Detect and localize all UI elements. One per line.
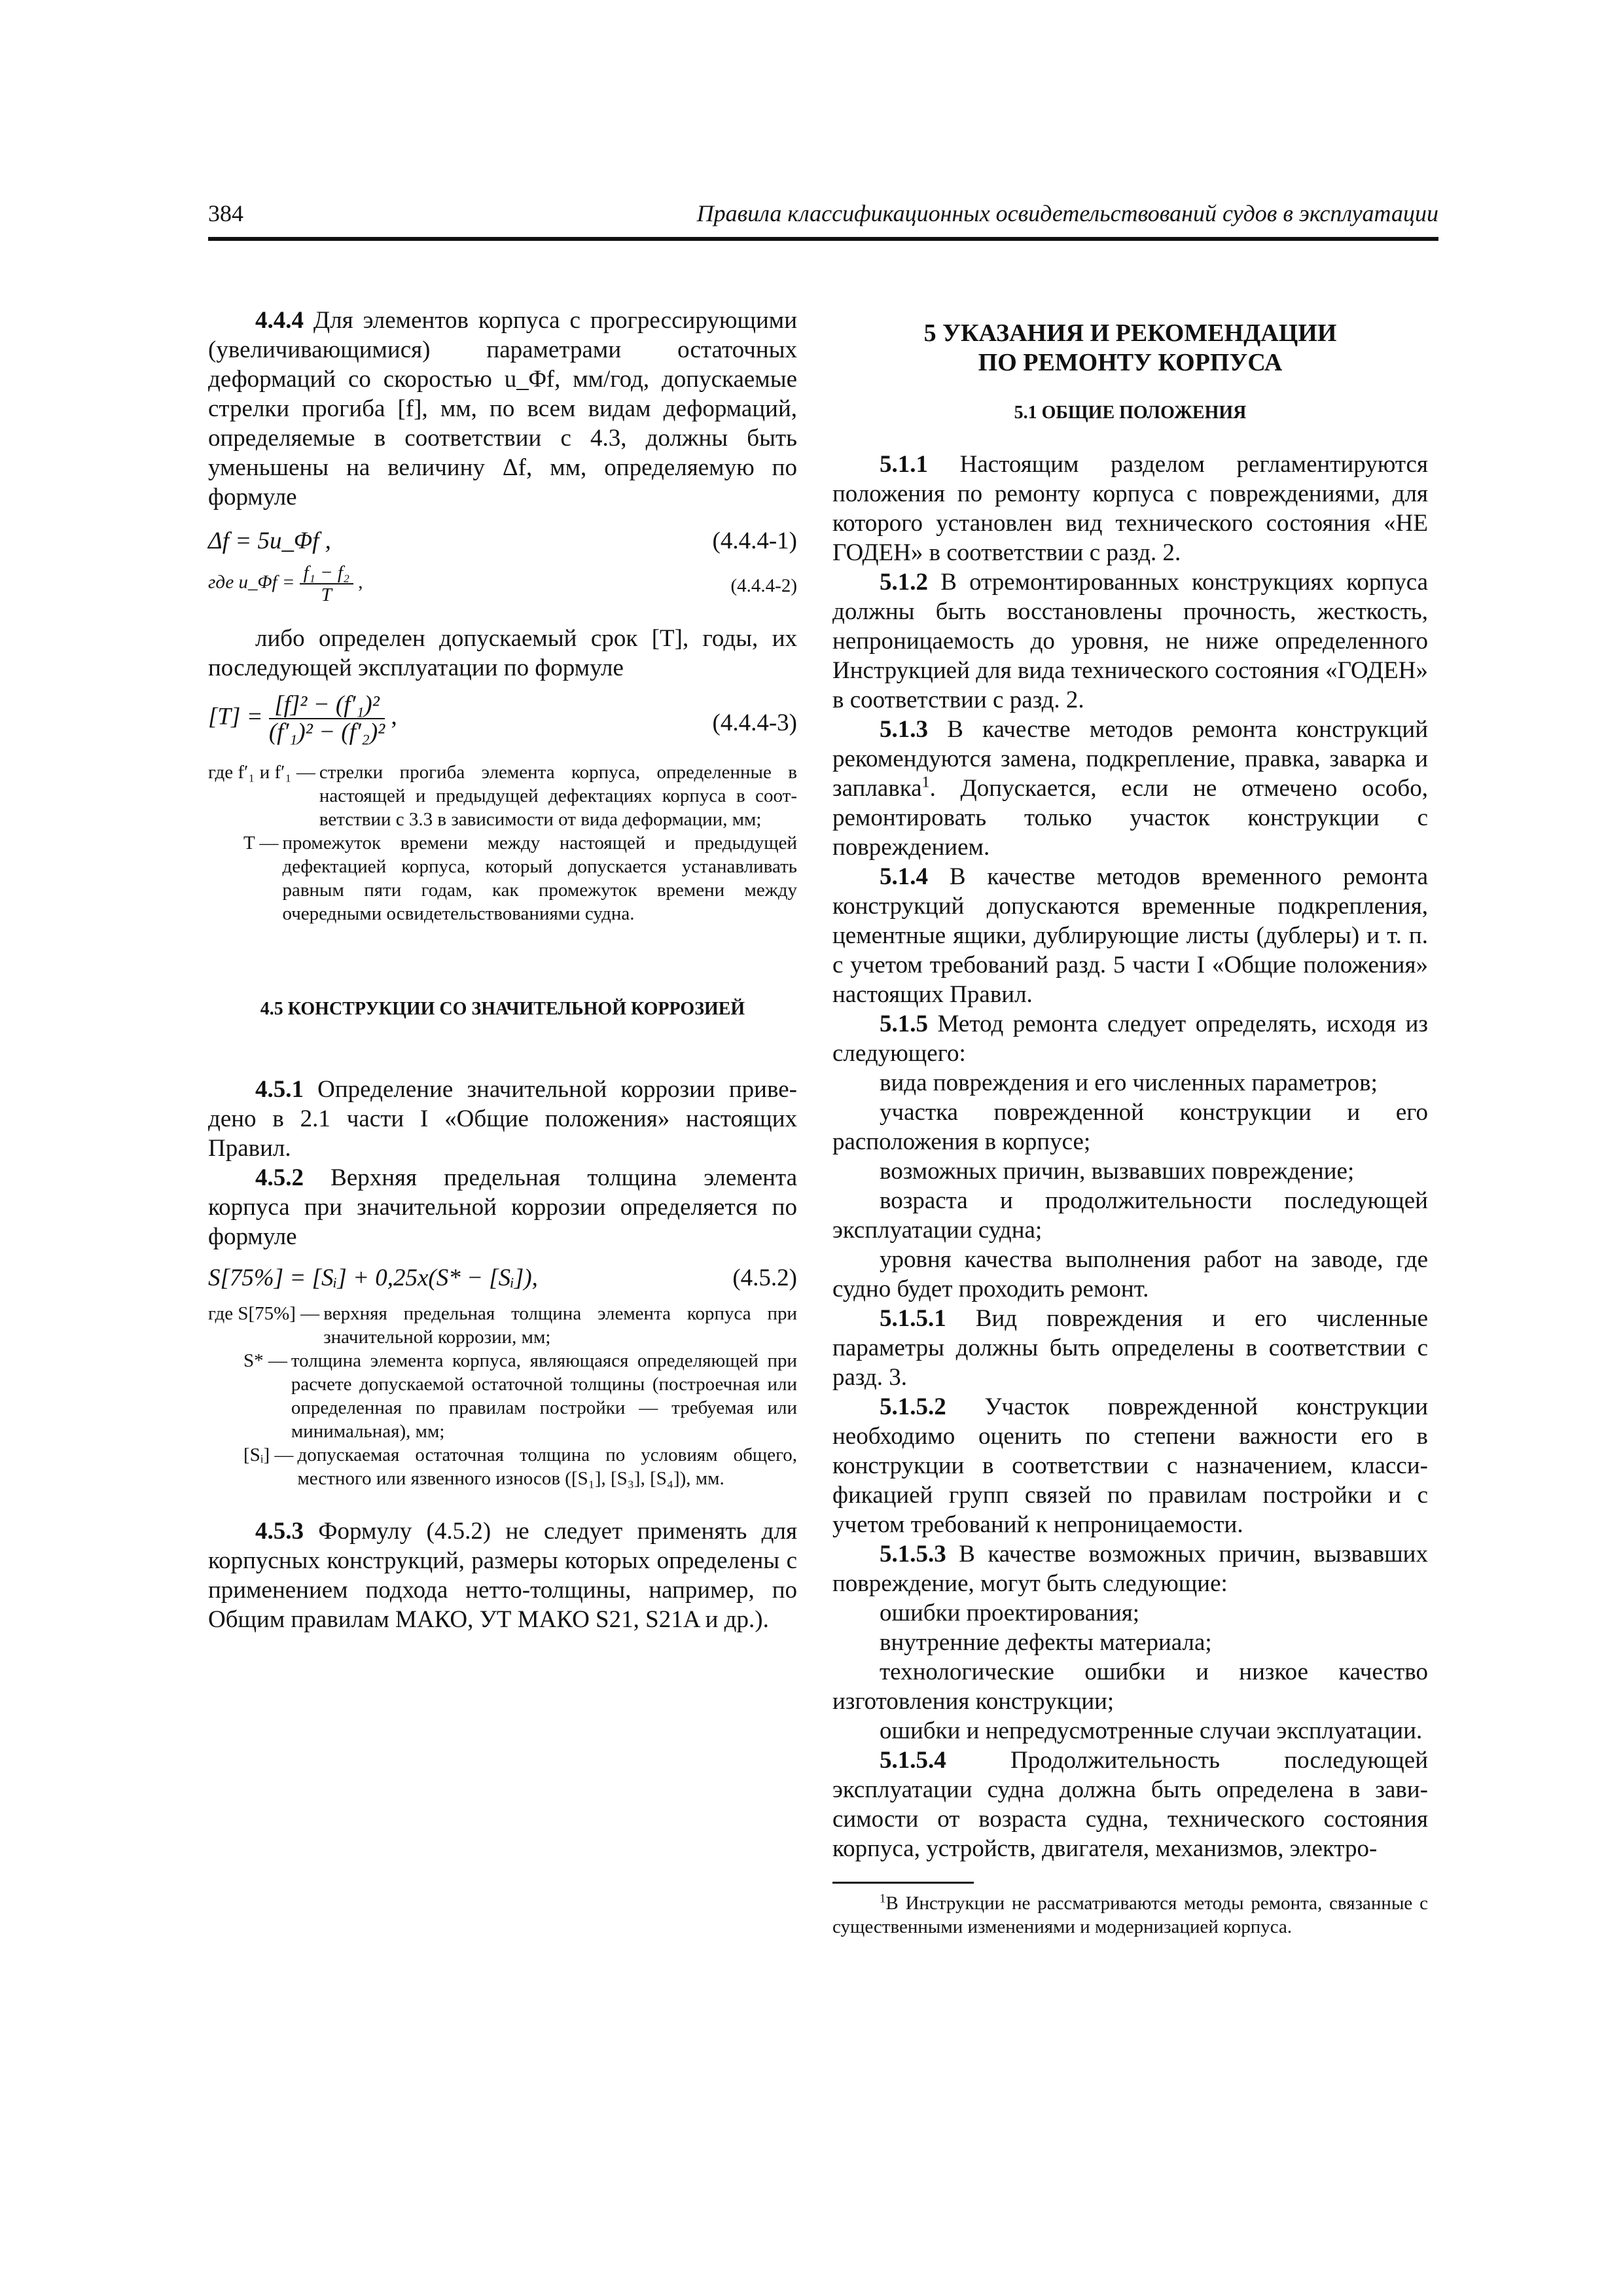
fraction-denominator: T <box>321 584 332 605</box>
list-item: технологические ошибки и низкое качество изготовления конструкции; <box>832 1659 1428 1715</box>
definition-row <box>208 831 797 925</box>
clause-number: 4.5.2 <box>255 1164 304 1191</box>
list-item: уровня качества выполнения работ на заводе, где судно будет проходить ремонт. <box>832 1246 1428 1302</box>
clause-number: 5.1.3 <box>880 716 928 743</box>
paragraph-5-1-3 <box>832 715 1428 862</box>
list-item: участка поврежденной конструкции и его расположения в корпусе; <box>832 1099 1428 1155</box>
footnote-marker: 1 <box>880 1892 886 1906</box>
formula-number: (4.4.4-1) <box>712 528 797 554</box>
definitions-list-2 <box>208 1302 797 1490</box>
paragraph-5-1-5-3 <box>832 1539 1428 1598</box>
list-item: возраста и продолжительности последующей эксплуатации судна; <box>832 1187 1428 1244</box>
clause-number: 5.1.5 <box>880 1011 928 1037</box>
paragraph-5-1-5-1 <box>832 1304 1428 1392</box>
definition-term: T — <box>243 833 279 853</box>
paragraph-5-1-1 <box>832 450 1428 567</box>
footnote <box>832 1892 1428 1939</box>
formula-fraction <box>300 562 353 605</box>
formula-number: (4.5.2) <box>732 1265 797 1291</box>
list-item: ошибки проектирования; <box>880 1600 1140 1626</box>
formula-number: (4.4.4-3) <box>712 709 797 736</box>
definition-desc: стрелки прогиба элемента корпуса, определенные в настоящей и предыдущей дефектациях корпуса в соответствии с 3.3 в зависимости от вида деформации, мм; <box>319 762 797 830</box>
section-5-1-title: 5.1 ОБЩИЕ ПОЛОЖЕНИЯ <box>1014 403 1247 423</box>
paragraph-text: Настоящим разделом регламентируются положения по ремонту корпуса с повреждениями, для которого установлен вид технического состояния «НЕ ГОДЕН» в соответствии с разд. 2. <box>832 451 1428 566</box>
paragraph-text: В качестве возможных причин, вызвавших повреждение, могут быть следующие: <box>832 1541 1428 1597</box>
formula-4-5-2 <box>208 1263 797 1293</box>
formula-lhs: [T] = <box>208 703 263 730</box>
page-header <box>208 200 1438 236</box>
list-item: внутренние дефекты материала; <box>880 1629 1212 1656</box>
clause-number: 5.1.5.4 <box>880 1747 946 1774</box>
paragraph-term: либо определен допускаемый срок [T], годы, их последующей эксплуатации по формуле <box>208 625 797 681</box>
fraction-numerator: f₁ − f₂ <box>300 562 353 584</box>
definitions-list-1 <box>208 761 797 925</box>
clause-number: 5.1.4 <box>880 863 928 890</box>
clause-number: 5.1.5.2 <box>880 1393 946 1420</box>
paragraph-text: Для элементов корпуса с прогрессирующими (увеличивающимися) параметрами остаточных деформаций со скоростью u_Φf, мм/год, допускаемые стрелки прогиба [f], мм, по всем видам деформаций, определяемые в соответствии с 4.3, должны быть уменьшены на величину Δf, мм, определяемую по формуле <box>208 307 797 511</box>
paragraph-text: В качестве методов временного ремонта конструкций допускаются временные подкрепления, цементные ящики, дублирующие листы (дублеры) и т. п. с учетом требований разд. 5 части I «Общие положения» настоящих Правил. <box>832 863 1428 1008</box>
paragraph-text: Формулу (4.5.2) не следует применять для корпусных конструкций, размеры которых определены с применением подхода нетто-толщины, например, по Общим правилам МАКО, УТ МАКО S21, S21A и др.). <box>208 1518 797 1633</box>
paragraph-5-1-5-4 <box>832 1746 1428 1863</box>
paragraph-text: Вид повреждения и его численные параметры должны быть определены в соответствии с разд. 3. <box>832 1305 1428 1391</box>
clause-number: 5.1.2 <box>880 569 928 596</box>
clause-number: 4.5.1 <box>255 1076 304 1103</box>
paragraph-5-1-5 <box>832 1009 1428 1068</box>
fraction-denominator: (f′₁)² − (f′₂)² <box>268 719 385 745</box>
page-number: 384 <box>208 200 243 226</box>
clause-number: 5.1.5.1 <box>880 1305 946 1332</box>
formula-prefix: где u_Φf = <box>208 571 295 593</box>
formula-fraction <box>269 692 385 745</box>
paragraph-4-5-2 <box>208 1163 797 1251</box>
paragraph-text: Определение значительной коррозии приведено в 2.1 части I «Общие положения» настоящих Правил. <box>208 1076 797 1162</box>
formula-4-4-4-3: [T] = $\frac{\text{[f]² − (f′₁)²}}{\text{(f′₁)² − (f′₂)²}}$ , (4.4.4-3) <box>208 691 797 745</box>
left-column <box>208 306 797 1634</box>
paragraph-4-4-4 <box>208 306 797 512</box>
fraction-numerator: [f]² − (f′₁)² <box>269 692 385 719</box>
definition-row <box>208 1443 797 1490</box>
paragraph-text: В качестве методов ремонта конструкций рекомендуются замена, подкрепление, правка, заварка и заплавка <box>832 716 1428 802</box>
clause-number: 5.1.1 <box>880 451 928 478</box>
definition-row <box>208 761 797 831</box>
formula-expression: S[75%] = [Sᵢ] + 0,25x(S* − [Sᵢ]), <box>208 1265 538 1291</box>
running-title: Правила классификационных освидетельствований судов в эксплуатации <box>696 200 1438 226</box>
list-item: ошибки и непредусмотренные случаи эксплуатации. <box>880 1717 1423 1744</box>
clause-number: 4.4.4 <box>255 307 304 334</box>
definition-desc: допускаемая остаточная толщина по условиям общего, местного или язвенного износов ([S₁], [S₃], [S₄]), мм. <box>297 1444 797 1489</box>
section-5-title-line2: ПО РЕМОНТУ КОРПУСА <box>978 349 1283 376</box>
footnote-ref: 1 <box>921 774 930 791</box>
list-item: вида повреждения и его численных параметров; <box>880 1069 1378 1096</box>
section-5-title <box>832 319 1428 378</box>
formula-4-4-4-2: где u_Φf = $\frac{\text{f₁ − f₂}}{T}$ , (4.4.4-2) <box>208 562 797 605</box>
definition-row <box>208 1349 797 1443</box>
paragraph-text: Метод ремонта следует определять, исходя из следующего: <box>832 1011 1428 1067</box>
definition-term: где S[75%] — <box>208 1303 320 1324</box>
right-column <box>832 306 1428 1939</box>
clause-number: 4.5.3 <box>255 1518 304 1545</box>
paragraph-4-5-3 <box>208 1516 797 1634</box>
section-4-5-title: 4.5 КОНСТРУКЦИИ СО ЗНАЧИТЕЛЬНОЙ КОРРОЗИЕЙ <box>260 999 745 1019</box>
formula-number: (4.4.4-2) <box>730 575 797 596</box>
formula-expression: Δf = 5u_Φf , <box>208 528 331 554</box>
footnote-rule <box>832 1882 974 1884</box>
paragraph-text: Продолжительность последующей эксплуатации судна должна быть определена в зависимости от возраста судна, технического состояния корпуса, устройств, двигателя, механизмов, электро- <box>832 1747 1428 1862</box>
footnote-text: В Инструкции не рассматриваются методы ремонта, связанные с существенными изменениями и модернизацией корпуса. <box>832 1893 1428 1937</box>
definition-desc: верхняя предельная толщина элемента корпуса при значительной коррозии, мм; <box>323 1303 797 1348</box>
definition-desc: промежуток времени между настоящей и предыдущей дефектацией корпуса, который допускается устанавливать равным пяти годам, как промежуток времени между очередными освидетельствованиями судна. <box>282 833 797 924</box>
list-item: возможных причин, вызвавших повреждение; <box>880 1158 1355 1185</box>
paragraph-5-1-5-2 <box>832 1392 1428 1539</box>
formula-4-4-4-1 <box>208 526 797 556</box>
paragraph-text: Верхняя предельная толщина элемента корпуса при значительной коррозии определяется по формуле <box>208 1164 797 1250</box>
paragraph-4-5-1 <box>208 1075 797 1163</box>
definition-desc: толщина элемента корпуса, являющаяся определяющей при расчете допускаемой остаточной толщины (построечная или определенная по правилам постройки — требуемая или минимальная), мм; <box>291 1350 797 1442</box>
paragraph-5-1-4 <box>832 862 1428 1009</box>
paragraph-text: . Допускается, если не отмечено особо, ремонтировать только участок конструкции с повреждением. <box>832 775 1428 861</box>
definition-row <box>208 1302 797 1349</box>
definition-term: S* — <box>243 1350 287 1371</box>
clause-number: 5.1.5.3 <box>880 1541 946 1568</box>
paragraph-text: Участок поврежденной конструкции необходимо оценить по степени важности его в конструкции в соответствии с назначением, классификацией групп связей по правилам постройки и с учетом требований к непроницаемости. <box>832 1393 1428 1538</box>
definition-term: [Sᵢ] — <box>243 1444 294 1465</box>
definition-term: где f′₁ и f′₁ — <box>208 762 315 783</box>
section-5-title-line1: 5 УКАЗАНИЯ И РЕКОМЕНДАЦИИ <box>923 319 1337 347</box>
header-rule <box>208 237 1438 241</box>
paragraph-5-1-2 <box>832 567 1428 715</box>
paragraph-text: В отремонтированных конструкциях корпуса должны быть восстановлены прочность, жесткость, непроницаемость до уровня, не ниже определенного Инструкцией для вида технического состояния «ГОДЕН» в соответствии с разд. 2. <box>832 569 1428 713</box>
